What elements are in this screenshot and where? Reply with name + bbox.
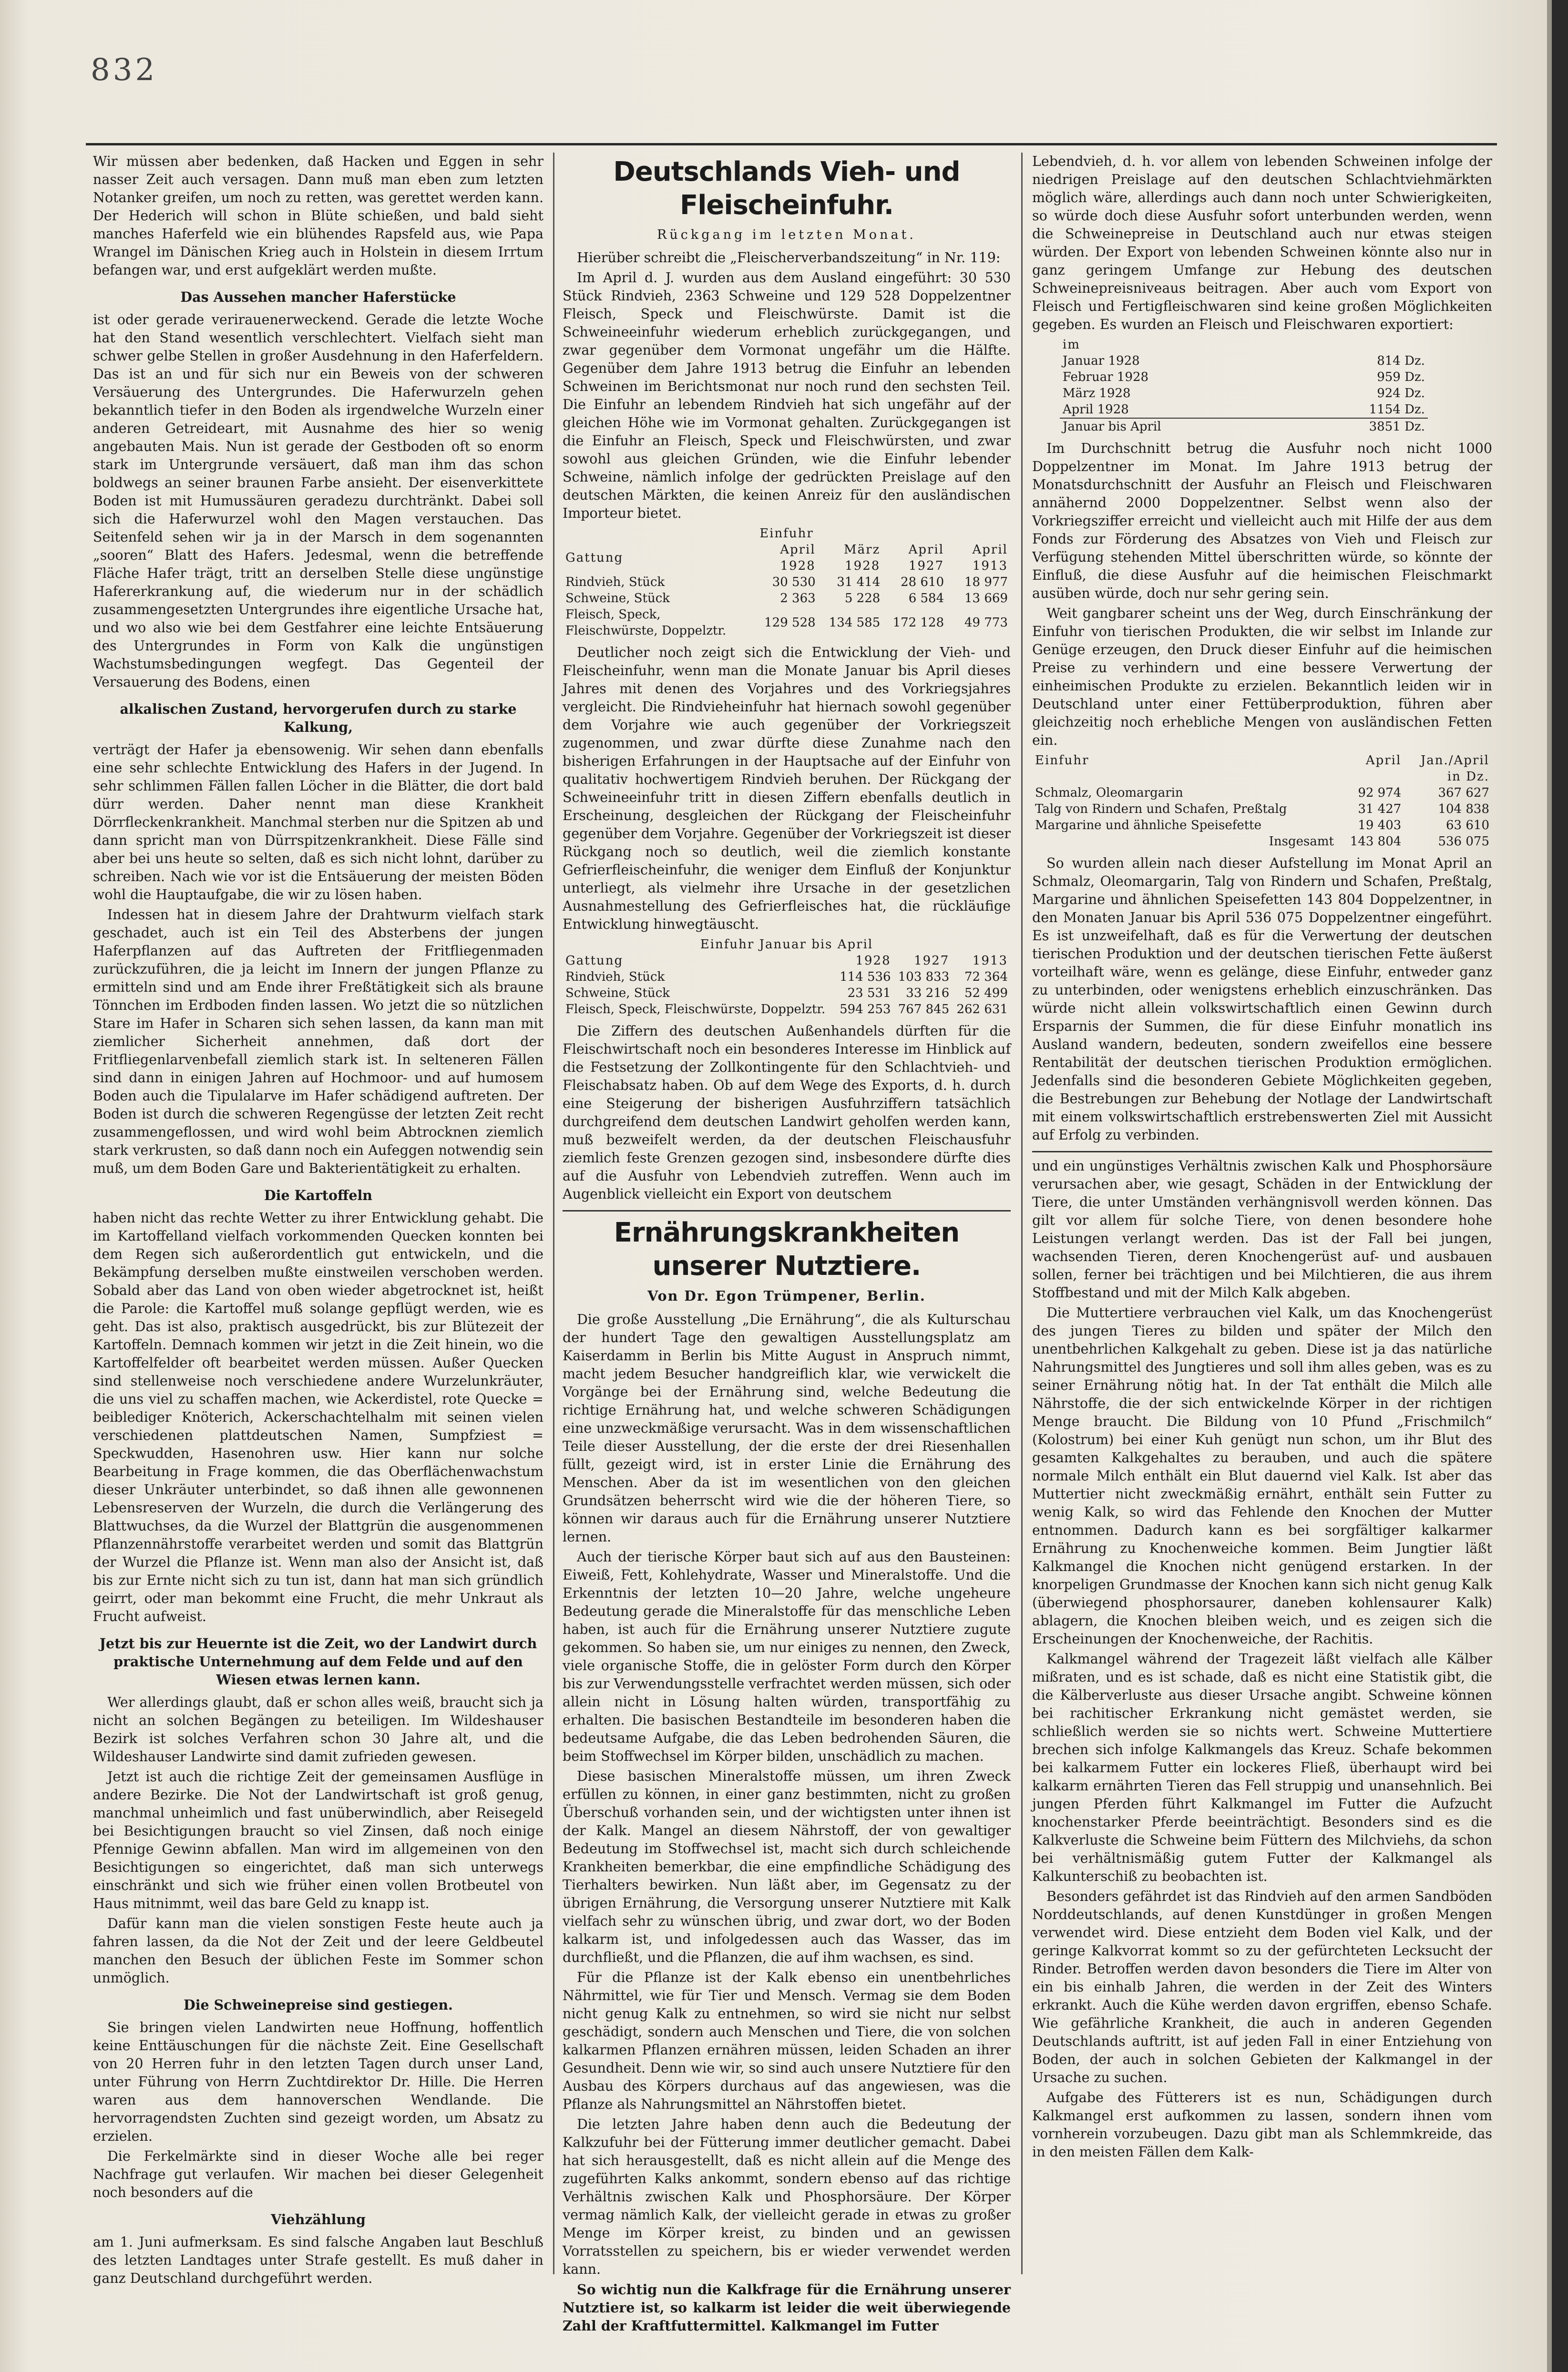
paragraph: So wichtig nun die Kalkfrage für die Ernährung unserer Nutztiere ist, so kalkarm ist leider die weit überwiegende Zahl der Kraftfuttermittel. Kalkmangel im Futter: [563, 2281, 1011, 2334]
paragraph: Sie bringen vielen Landwirten neue Hoffnung, hoffentlich keine Enttäuschungen für die nächste Zeit. Eine Gesellschaft von 20 Herren fuhr in den letzten Tagen durch unser Land, unter Führung von Herrn Zuchtdirektor Dr. Hille. Die Herren waren aus dem hannoverschen Wendlande. Die hervorragendsten Zuchten sind gezeigt worden, um Absatz zu erzielen.: [93, 2020, 543, 2144]
paragraph: Wir müssen aber bedenken, daß Hacken und Eggen in sehr nasser Zeit auch versagen. Dann muß man eben zum letzten Notanker greifen, um noch zu retten, was gerettet werden kann. Der Hederich will schon in Blüte schießen, und bald sieht manches Haferfeld wie ein blühendes Rapsfeld aus, wie Papa Wrangel im Dänischen Krieg auch in Holstein in diesem Irrtum befangen war, und erst aufgeklärt werden mußte.: [93, 154, 543, 278]
table-header: Gattung: [565, 954, 624, 968]
table-cell: März 1928: [1062, 386, 1131, 400]
page-edge-shadow: [1547, 0, 1552, 2372]
table-cell: 6 584: [908, 591, 944, 606]
table-header: April 1927: [908, 543, 944, 573]
table-header: im: [1062, 338, 1080, 352]
subheading: Die Kartoffeln: [264, 1187, 373, 1203]
table-row: [563, 606, 1011, 639]
column-right: [1032, 153, 1492, 2163]
table-cell: Januar bis April: [1062, 420, 1161, 434]
column-separator: [553, 153, 554, 2274]
table-cell: 18 977: [964, 575, 1008, 589]
table-row: [1060, 353, 1428, 369]
paragraph: Lebendvieh, d. h. vor allem von lebenden Schweinen infolge der niedrigen Preislage auf den deutschen Schlachtviehmärkten möglich wäre, allerdings auch dann noch unter Schwierigkeiten, so würde doch diese Ausfuhr sofort unterbunden werden, wenn die Schweinepreise in Deutschland auch nur etwas steigen würden. Der Export von lebenden Schweinen könnte also nur in ganz geringem Umfange zur Hebung des deutschen Schweinepreisniveaus beitragen. Aber auch vom Export von Fleisch und Fertigfleischwaren sind keine großen Möglichkeiten gegeben. Es wurden an Fleisch und Fleischwaren exportiert:: [1032, 154, 1492, 332]
table-cell: 92 974: [1358, 786, 1402, 800]
column-middle: [563, 153, 1011, 2337]
table-cell: 33 216: [906, 986, 950, 1000]
table-row: [563, 985, 1011, 1001]
table-row: [1060, 369, 1428, 385]
table-total-row: [1060, 418, 1428, 435]
table-cell: 129 528: [764, 616, 816, 630]
table-cell: Fleisch, Speck, Fleischwürste, Doppelztr.: [565, 1002, 826, 1017]
table-header: 1928: [855, 954, 891, 968]
table-header: 1913: [972, 954, 1008, 968]
table-caption: Einfuhr: [759, 526, 814, 541]
table-cell: Februar 1928: [1062, 370, 1149, 384]
table-cell: Schweine, Stück: [565, 986, 670, 1000]
table-cell: Schweine, Stück: [565, 591, 670, 606]
paragraph: Die Muttertiere verbrauchen viel Kalk, um das Knochengerüst des jungen Tieres zu bilden und später der Milch den unentbehrlichen Kalkgehalt zu geben. Diese ist ja das natürliche Nahrungsmittel des Jungtieres und soll ihm alles geben, was es zu seiner Ernährung nötig hat. In der Tat enthält die Milch alle Nährstoffe, die der sich entwickelnde Körper in der richtigen Menge braucht. Die Bildung von 10 Pfund „Frischmilch“ (Kolostrum) bei einer Kuh genügt nun schon, um ihr Blut des gesamten Kalkgehaltes zu berauben, und auch die spätere normale Milch enthält ein Blut dauernd viel Kalk. Ist aber das Muttertier nicht zweckmäßig ernährt, enthält sein Futter zu wenig Kalk, so wird das Fehlende den Knochen der Mutter entnommen. Dadurch kann es bei sorgfältiger kalkarmer Ernährung zu Knochenweiche kommen. Beim Jungtier läßt Kalkmangel die Knochen nicht genügend erstarken. In der knorpeligen Grundmasse der Knochen kann sich nicht genug Kalk (überwiegend phosphorsaurer, daneben kohlensaurer Kalk) ablagern, die Knochen bleiben weich, und es zeigen sich die Erscheinungen der Knochenweiche, der Rachitis.: [1032, 1305, 1492, 1647]
export-table: [1060, 337, 1428, 435]
table-cell: Januar 1928: [1062, 354, 1140, 368]
column-left: [93, 153, 543, 2290]
table-cell: 103 833: [898, 970, 950, 984]
table-cell: 767 845: [898, 1002, 950, 1017]
paragraph: Auch der tierische Körper baut sich auf aus den Bausteinen: Eiweiß, Fett, Kohlehydrate, Wasser und Mineralstoffe. Und die Erkenntnis der letzten 10—20 Jahre, welche ungeheure Bedeutung gerade die Mineralstoffe für das menschliche Leben haben, ist auch für die Ernährung unserer Nutztiere zugute gekommen. So haben sie, um nur einiges zu nennen, den Zweck, viele organische Stoffe, die in gelöster Form durch den Körper bis zur Verwendungsstelle verfrachtet werden müssen, sich oder allein nicht in Lösung halten würden, transportfähig zu erhalten. Die basischen Bestandteile im besonderen haben die bedeutsame Aufgabe, die das Leben bedrohenden Säuren, die beim Stoffwechsel im Körper bilden, unschädlich zu machen.: [563, 1549, 1011, 1764]
article-kicker: Rückgang im letzten Monat.: [657, 227, 916, 242]
paragraph: Für die Pflanze ist der Kalk ebenso ein unentbehrliches Nährmittel, wie für Tier und Mensch. Vermag sie dem Boden nicht genug Kalk zu entnehmen, so wird sie nicht nur selbst geschädigt, sondern auch Menschen und Tiere, die von solchen kalkarmen Pflanzen ernähren müssen, leiden Schaden an ihrer Gesundheit. Denn wie wir, so sind auch unsere Nutztiere für den Ausbau des Körpers durchaus auf das angewiesen, was die Pflanze als Nahrungsmittel an Nährstoffen bietet.: [563, 1970, 1011, 2112]
table-cell: 2 363: [780, 591, 816, 606]
paragraph: verträgt der Hafer ja ebensowenig. Wir sehen dann ebenfalls eine sehr schlechte Entwicklung des Hafers in der Jugend. In sehr schlimmen Fällen fallen Löcher in die Blätter, die dort bald dürr werden. Daher nennt man diese Krankheit Dörrfleckenkrankheit. Manchmal sterben nur die Spitzen ab und dann spricht man von Dürrspitzenkrankheit. Diese Fälle sind aber bei uns heute so selten, daß es sich nicht lohnt, darüber zu schreiben. Nach wie vor ist die Entsäuerung der meisten Böden wohl die Hauptaufgabe, die wir zu lösen haben.: [93, 742, 543, 903]
table-cell: 262 631: [956, 1002, 1008, 1017]
table-caption: Einfuhr Januar bis April: [700, 937, 873, 952]
subheading: Die Schweinepreise sind gestiegen.: [184, 1997, 453, 2013]
table-cell: 814 Dz.: [1377, 354, 1425, 368]
table-row: [563, 1001, 1011, 1017]
table-cell: 104 838: [1438, 802, 1489, 816]
article-divider: [1032, 1151, 1492, 1152]
table-header: Gattung: [565, 551, 624, 565]
table-cell: 172 128: [892, 616, 944, 630]
subheading: alkalischen Zustand, hervorgerufen durch zu starke Kalkung,: [120, 701, 517, 735]
table-cell: 536 075: [1438, 834, 1489, 849]
paragraph: Deutlicher noch zeigt sich die Entwicklung der Vieh- und Fleischeinfuhr, wenn man die Monate Januar bis April dieses Jahres mit denen des Vorjahres und des Vorkriegsjahres vergleicht. Die Rindvieheinfuhr hat hiernach sowohl gegenüber dem Vorjahre wie auch gegenüber der Vorkriegszeit zugenommen, und zwar dürfte diese Zunahme nach den bisherigen Erfahrungen in der Hauptsache auf der Einfuhr von qualitativ hochwertigem Rindvieh beruhen. Der Rückgang der Schweineeinfuhr tritt in diesen Ziffern ebenfalls deutlich in Erscheinung, desgleichen der Rückgang der Fleischeinfuhr gegenüber dem Vorjahre. Gegenüber der Vorkriegszeit ist dieser Rückgang noch so deutlich, weil die ziemlich konstante Gefrierfleischeinfuhr, die weniger dem Einfluß der Konjunktur unterliegt, als vielmehr ihre Ursache in der gesetzlichen Ausnahmestellung des Gefrierfleisches hat, die rückläufige Entwicklung hinwegtäuscht.: [563, 645, 1011, 932]
table-cell: 3851 Dz.: [1369, 420, 1425, 434]
table-cell: 30 530: [772, 575, 816, 589]
table-cell: 49 773: [964, 616, 1008, 630]
table-header: April: [1365, 753, 1402, 768]
table-header-row: [563, 542, 1011, 574]
table-row: [563, 590, 1011, 606]
paragraph: Die Ziffern des deutschen Außenhandels dürften für die Fleischwirtschaft noch ein besonderes Interesse im Hinblick auf die Festsetzung der Zollkontingente für den Schlachtvieh- und Fleischabsatz haben. Ob auf dem Wege des Exports, d. h. durch eine Steigerung der bisherigen Ausfuhrziffern tatsächlich durchgreifend dem deutschen Landwirt geholfen werden kann, muß bezweifelt werden, da der deutschen Fleischausfuhr ziemlich feste Grenzen gezogen sind, insbesondere dürfte dies auf die Ausfuhr von Lebendvieh zutreffen. Wenn auch im Augenblick vielleicht ein Export von deutschem: [563, 1023, 1011, 1202]
table-cell: 959 Dz.: [1377, 370, 1425, 384]
paragraph: Aufgabe des Fütterers ist es nun, Schädigungen durch Kalkmangel erst aufkommen zu lassen, sondern ihnen vom vornherein vorzubeugen. Dazu gibt man als Schlemmkreide, das in den meisten Fällen dem Kalk-: [1032, 2090, 1492, 2160]
table-row: [1060, 385, 1428, 401]
article-headline: Deutschlands Vieh- und Fleischeinfuhr.: [613, 156, 960, 221]
fat-import-table: [1032, 752, 1492, 850]
table-cell: Schmalz, Oleomargarin: [1035, 786, 1183, 800]
header-rule: [86, 143, 1497, 145]
table-cell: Margarine und ähnliche Speisefette: [1035, 818, 1261, 832]
table-cell: 31 427: [1358, 802, 1402, 816]
table-header: Einfuhr: [1035, 753, 1089, 768]
table-cell: Insgesamt: [1269, 834, 1334, 849]
table-cell: Fleisch, Speck, Fleischwürste, Doppelztr.: [565, 607, 727, 638]
table-cell: 1154 Dz.: [1369, 402, 1425, 417]
table-cell: 924 Dz.: [1377, 386, 1425, 400]
table-header: 1927: [914, 954, 950, 968]
page-edge: [1552, 0, 1568, 2372]
paragraph: Indessen hat in diesem Jahre der Drahtwurm vielfach stark geschadet, auch ist ein Teil des Absterbens der jungen Haferpflanzen auf das Auftreten der Fritfliegenmaden zurückzuführen, die ja leicht im Innern der jungen Pflanze zu ermitteln sind und am Ende ihrer Freßtätigkeit sich als braune Tönnchen im Erdboden finden lassen. Wo jetzt die so nützlichen Stare im Hafer in Scharen sich sehen lassen, da kann man mit ziemlicher Sicherheit annehmen, daß dort der Fritfliegenlarvenbefall ziemlich stark ist. In selteneren Fällen sind dann in einigen Jahren auf Hochmoor- und auf humosem Boden auch die Tipulalarve im Hafer schädigend auftreten. Der Boden ist durch die schweren Regengüsse der letzten Zeit recht zusammengeflossen, und wird wohl beim Abtrocknen ziemlich stark verkrusten, so daß dann noch ein Aufeggen notwendig sein muß, um dem Boden Gare und Bakterientätigkeit zu erhalten.: [93, 907, 543, 1176]
table-cell: 19 403: [1358, 818, 1402, 832]
paragraph: Die große Ausstellung „Die Ernährung“, die als Kulturschau der hundert Tage den gewaltigen Ausstellungsplatz am Kaiserdamm in Berlin bis Mitte August in Anspruch nimmt, macht jedem Besucher handgreiflich klar, wie verwickelt die Vorgänge bei der Ernährung sind, welche Bedeutung die richtige Ernährung hat, und welche schweren Schädigungen eine unzweckmäßige verursacht. Was in dem wissenschaftlichen Teile dieser Ausstellung, der die erste der drei Riesenhallen füllt, gezeigt wird, ist in erster Linie die Ernährung des Menschen. Aber da ist im wesentlichen von den gleichen Grundsätzen beherrscht wird wie die der höheren Tiere, so können wir daraus auch für die Ernährung unserer Nutztiere lernen.: [563, 1312, 1011, 1545]
table-header: April 1928: [780, 543, 816, 573]
subheading: Jetzt bis zur Heuernte ist die Zeit, wo der Landwirt durch praktische Unternehmung auf dem Felde und auf den Wiesen etwas lernen kann.: [99, 1635, 537, 1688]
table-cell: 134 585: [829, 616, 881, 630]
table-row: [1032, 785, 1492, 801]
table-row: [1032, 801, 1492, 817]
paragraph: Dafür kann man die vielen sonstigen Feste heute auch ja fahren lassen, da die Not der Zeit und der leere Geldbeutel manchen den Besuch der üblichen Feste im Sommer schon unmöglich.: [93, 1916, 543, 1986]
paragraph: ist oder gerade verirauenerweckend. Gerade die letzte Woche hat den Stand wesentlich verschlechtert. Vielfach sieht man schwer gelbe Stellen in großer Ausdehnung in den Haferfeldern. Das ist an und für sich nur ein Beweis von der schweren Versäuerung des Untergrundes. Die Haferwurzeln gehen bekanntlich tiefer in den Boden als irgendwelche Wurzeln einer anderen Getreideart, mit Ausnahme des hier so wenig angebauten Mais. Nun ist gerade der Gestboden oft so enorm stark im Untergrunde versäuert, daß man ihm das schon boldwegs an seiner braunen Farbe ansieht. Der eisenverkittete Boden ist mit Humussäuren geradezu durchtränkt. Dabei soll sich die Haferwurzel wohl den Magen verstauchen. Das Seitenfeld sehen wir ja in der Marsch in dem sogenannten „sooren“ Blatt des Hafers. Jedesmal, wenn die betreffende Fläche Hafer trägt, tritt an derselben Stelle diese ungünstige Hafererkrankung auf, die wiederum nur in der schädlich zusammengesetzten Untergrundes ihre eigentliche Ursache hat, und wo also wie bei dem Gestfahrer eine leichte Entsäuerung des Untergrundes in Form von Kalk die ungünstigen Wachstumsbedingungen wegfegt. Das Gegenteil der Versauerung des Bodens, einen: [93, 312, 543, 690]
table-cell: Rindvieh, Stück: [565, 970, 665, 984]
table-cell: 28 610: [901, 575, 944, 589]
table-row: [563, 969, 1011, 985]
table-cell: 63 610: [1446, 818, 1489, 832]
table-cell: 52 499: [964, 986, 1008, 1000]
paragraph: Besonders gefährdet ist das Rindvieh auf den armen Sandböden Norddeutschlands, auf denen Kunstdünger in großen Mengen verwendet wird. Diese entzieht dem Boden viel Kalk, und der geringe Kalkvorrat kommt so zu der gefürchteten Lecksucht der Rinder. Betroffen werden davon besonders die Tiere im Alter von ein bis einhalb Jahren, die werden in der Zeit des Winters erkrankt. Auch die Kühe werden davon ergriffen, ebenso Schafe. Wie gefährliche Krankheit, die auch in anderen Gegenden Deutschlands auftritt, ist auf jeden Fall in einer Entziehung von Boden, der auch in solchen Gebieten der Kalkmangel in der Ursache zu suchen.: [1032, 1889, 1492, 2085]
article-headline: Ernährungskrankheiten unserer Nutztiere.: [614, 1217, 960, 1282]
import-table-jan-april: [563, 936, 1011, 1017]
table-header: März 1928: [844, 543, 881, 573]
subheading: Viehzählung: [271, 2211, 366, 2228]
paragraph: Im Durchschnitt betrug die Ausfuhr noch nicht 1000 Doppelzentner im Monat. Im Jahre 1913 betrug der Monatsdurchschnitt der Ausfuhr an Fleisch und Fleischwaren annähernd 2000 Doppelzentner. Selbst wenn also der Vorkriegsziffer erreicht und vielleicht auch mit Hilfe der aus dem Fonds zur Förderung des Absatzes von Vieh und Fleisch zur Verfügung stehenden Mittel überschritten würde, so könnte der Einfluß, die diese Ausfuhr auf die heimischen Fleischmarkt ausüben würde, doch nur sehr gering sein.: [1032, 441, 1492, 601]
import-table-april: [563, 525, 1011, 639]
article-byline: Von Dr. Egon Trümpener, Berlin.: [647, 1288, 926, 1304]
paragraph: Die letzten Jahre haben denn auch die Bedeutung der Kalkzufuhr bei der Fütterung immer deutlicher gemacht. Dabei hat sich herausgestellt, daß es nicht allein auf die Menge des zugeführten Kalks ankommt, sondern ebenso auf das richtige Verhältnis zwischen Kalk und Phosphorsäure. Der Körper vermag nämlich Kalk, der vielleicht gerade in etwas zu großer Menge im Körper kreist, zu binden und an gewissen Vorratsstellen zu speichern, bis er wieder verwendet werden kann.: [563, 2116, 1011, 2277]
paragraph: und ein ungünstiges Verhältnis zwischen Kalk und Phosphorsäure verursachen aber, wie gesagt, Schäden in der Entwicklung der Tiere, die unter Umständen verhängnisvoll werden können. Das gilt vor allem für solche Tiere, von denen besondere hohe Leistungen verlangt werden. Das ist der Fall bei jungen, wachsenden Tieren, deren Knochengerüst auf- und ausbauen sollen, ferner bei trächtigen und bei Milchtieren, die aus ihrem Stoffbestand und mit der Milch Kalk abgeben.: [1032, 1158, 1492, 1301]
paragraph: haben nicht das rechte Wetter zu ihrer Entwicklung gehabt. Die im Kartoffelland vielfach vorkommenden Quecken konnten bei dem Regen sich außerordentlich gut entwickeln, und die Bekämpfung derselben mußte einstweilen verschoben werden. Sobald aber das Land von oben wieder abgetrocknet ist, heißt die Parole: die Kartoffel muß solange gepflügt werden, wie es geht. Das ist also, praktisch ausgedrückt, bis zur Blütezeit der Kartoffeln. Demnach kommen wir jetzt in die Zeit hinein, wo die Kartoffelfelder oft bearbeitet werden müssen. Außer Quecken sind stellenweise noch verschiedene andere Wurzelunkräuter, die uns viel zu schaffen machen, wie Ackerdistel, rote Quecke = beiblediger Knöterich, Ackerschachtelhalm mit seinen vielen verschiedenen plattdeutschen Namen, Sumpfziest = Speckwudden, Hasenohren usw. Hier kann nur solche Bearbeitung in Frage kommen, die das Oberflächenwachstum dieser Unkräuter unterbindet, so daß ihnen alle gewonnenen Lebensreserven der Wurzeln, die durch die Verlängerung des Blattwuchses, da die Wurzel der Blattgrün die ausgenommenen Pflanzennährstoffe verarbeitet werden und somit das Blattgrün der Wurzel die Pflanze ist. Wenn man also der Ansicht ist, daß bis zur Ernte nicht sich zu tun ist, dann hat man sich gründlich geirrt, oder man bekommt eine Frucht, die mehr Unkraut als Frucht aufweist.: [93, 1210, 543, 1624]
table-row: [1060, 401, 1428, 418]
table-header: April 1913: [972, 543, 1008, 573]
paragraph: Wer allerdings glaubt, daß er schon alles weiß, braucht sich ja nicht an solchen Begängen zu beteiligen. Im Wildeshauser Bezirk ist solches Verfahren schon 30 Jahre alt, und die Wildeshauser Landwirte sind damit zufrieden gewesen.: [93, 1694, 543, 1765]
table-cell: April 1928: [1062, 402, 1129, 417]
table-cell: 72 364: [964, 970, 1008, 984]
table-cell: 13 669: [964, 591, 1008, 606]
table-cell: 367 627: [1438, 786, 1489, 800]
paragraph: Diese basischen Mineralstoffe müssen, um ihren Zweck erfüllen zu können, in einer ganz bestimmten, nicht zu großen Überschuß vorhanden sein, und der wichtigsten unter ihnen ist der Kalk. Mangel an diesem Nährstoff, der von gewaltiger Bedeutung im Stoffwechsel ist, macht sich durch schleichende Krankheiten bemerkbar, die eine empfindliche Schädigung des Tierhalters bewirken. Nun läßt aber, im Gegensatz zu der übrigen Ernährung, die Versorgung unserer Nutztiere mit Kalk vielfach sehr zu wünschen übrig, und zwar dort, wo der Boden kalkarm ist, und infolgedessen auch das Wasser, das im durchfließt, und die Pflanzen, die auf ihm wachsen, es sind.: [563, 1768, 1011, 1965]
article-divider: [563, 1210, 1011, 1212]
column-separator: [1021, 153, 1023, 2274]
table-row: [563, 574, 1011, 590]
table-cell: 594 253: [840, 1002, 891, 1017]
paragraph: Hierüber schreibt die „Fleischerverbandszeitung“ in Nr. 119:: [577, 250, 1001, 266]
table-cell: Rindvieh, Stück: [565, 575, 665, 589]
table-cell: Talg von Rindern und Schafen, Preßtalg: [1035, 802, 1287, 816]
table-cell: 31 414: [837, 575, 881, 589]
table-subheader: in Dz.: [1447, 770, 1489, 784]
table-header-row: [563, 953, 1011, 969]
paragraph: So wurden allein nach dieser Aufstellung im Monat April an Schmalz, Oleomargarin, Talg von Rindern und Schafen, Preßtalg, Margarine und ähnlichen Speisefetten 143 804 Doppelzentner, in den Monaten Januar bis April 536 075 Doppelzentner eingeführt. Es ist unzweifelhaft, daß es für die Verwertung der deutschen tierischen Produktion und der deutschen tierischen Fette äußerst vorteilhaft wäre, wenn es gelänge, diese Einfuhr, entweder ganz zu unterbinden, oder wenigstens erheblich einzuschränken. Das würde nicht allein volkswirtschaftlich einen Gewinn durch Ersparnis der Summen, die für diese Einfuhr monatlich ins Ausland wandern, bedeuten, sondern zweifellos eine bessere Rentabilität der deutschen tierischen Produktion ermöglichen. Jedenfalls sind die besonderen Gebiete Möglichkeiten gegeben, die Bestrebungen zur Behebung der Notlage der Landwirtschaft mit einem volkswirtschaftlich erstrebenswerten Ziel mit Aussicht auf Erfolg zu verbinden.: [1032, 855, 1492, 1143]
paragraph: am 1. Juni aufmerksam. Es sind falsche Angaben laut Beschluß des letzten Landtages unter Strafe gestellt. Es muß daher in ganz Deutschland durchgeführt werden.: [93, 2234, 543, 2286]
paragraph: Weit gangbarer scheint uns der Weg, durch Einschränkung der Einfuhr von tierischen Produkten, die wir selbst im Inlande zur Genüge erzeugen, den Druck dieser Einfuhr auf die heimischen Preise zu verhindern und eine bessere Verwertung der einheimischen Produkte zu erzielen. Bekanntlich leiden wir in Deutschland unter einer Fettüberproduktion, führen aber gleichzeitig noch erhebliche Mengen von ausländischen Fetten ein.: [1032, 606, 1492, 748]
table-total-row: [1032, 833, 1492, 850]
table-header-row: [1032, 752, 1492, 769]
paragraph: Im April d. J. wurden aus dem Ausland eingeführt: 30 530 Stück Rindvieh, 2363 Schweine und 129 528 Doppelzentner Fleisch, Speck und Fleischwürste. Damit ist die Schweineeinfuhr wiederum erheblich zurückgegangen, und zwar gegenüber dem Vormonat ungefähr um die Hälfte. Gegenüber dem Jahre 1913 betrug die Einfuhr an lebenden Schweinen im Berichtsmonat nur noch rund den sechsten Teil. Die Einfuhr an lebendem Rindvieh hat sich ungefähr auf der gleichen Höhe wie im Vormonat gehalten. Zurückgegangen ist die Einfuhr an Fleisch, Speck und Fleischwürsten, und zwar sowohl aus gleichen Gründen, wie die Einfuhr lebender Schweine, nämlich infolge der gedrückten Preislage auf den deutschen Märkten, die keinen Anreiz für den ausländischen Importeur bietet.: [563, 270, 1011, 521]
table-cell: 114 536: [840, 970, 891, 984]
page-number: 832: [91, 52, 158, 88]
table-cell: 23 531: [847, 986, 891, 1000]
table-row: [1032, 817, 1492, 833]
table-header: Jan./April: [1420, 753, 1489, 768]
table-cell: 5 228: [844, 591, 881, 606]
paragraph: Jetzt ist auch die richtige Zeit der gemeinsamen Ausflüge in andere Bezirke. Die Not der Landwirtschaft ist groß genug, manchmal unheimlich und fast unüberwindlich, aber Reisegeld bei Besichtigungen braucht so viel Zinsen, daß noch einige Pfennige Gewinn abfallen. Man wird im allgemeinen von den Besichtigungen so eingerichtet, daß man sich unterwegs einschränkt und sich wie früher einen vollen Brotbeutel von Haus mitnimmt, weil das bare Geld zu knapp ist.: [93, 1769, 543, 1911]
paragraph: Die Ferkelmärkte sind in dieser Woche alle bei reger Nachfrage gut verlaufen. Wir machen bei dieser Gelegenheit noch besonders auf die: [93, 2148, 543, 2200]
paragraph: Kalkmangel während der Tragezeit läßt vielfach alle Kälber mißraten, und es ist schade, daß es nicht eine Statistik gibt, die die Kälberverluste aus dieser Ursache angibt. Schweine können bei rachitischer Erkrankung nicht gemästet werden, sie schließlich werden sie so nichts wert. Schweine Muttertiere brechen sich infolge Kalkmangels das Kreuz. Schafe bekommen bei kalkarmem Futter ein lockeres Fließ, überhaupt wird bei kalkarm ernährten Tieren das Fell struppig und unansehnlich. Bei jungen Pferden führt Kalkmangel im Futter die Aufzucht knochenstarker Pferde beeinträchtigt. Besonders sind es die Kalkverluste die Schweine beim Füttern des Milchviehs, da schon bei verhältnismäßig gutem Futter der Kalkmangel als Kalkunterschiß zu beobachten ist.: [1032, 1651, 1492, 1884]
subheading: Das Aussehen mancher Haferstücke: [180, 289, 456, 305]
table-cell: 143 804: [1350, 834, 1402, 849]
